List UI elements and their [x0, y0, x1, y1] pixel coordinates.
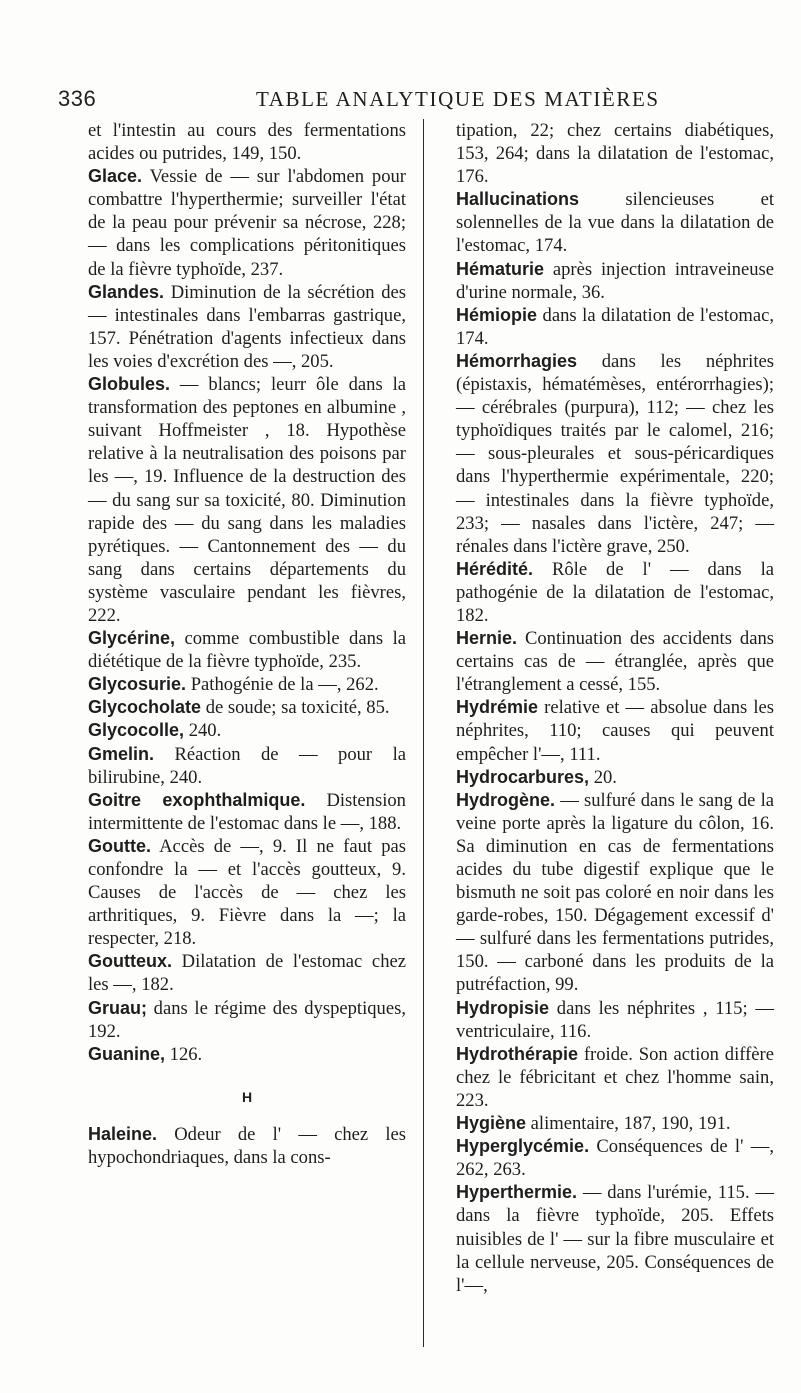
index-entry [88, 1123, 406, 1169]
index-entry-text: alimentaire, 187, 190, 191. [526, 1113, 731, 1135]
index-term: Hydrogène. [456, 789, 556, 810]
index-term: Globules. [88, 374, 171, 395]
index-term: Glycérine, [88, 628, 176, 649]
index-entry [88, 950, 406, 996]
index-entry-text: Rôle de l' — dans la pathogénie de la dilatation de l'estomac, 182. [456, 558, 774, 626]
index-entry [456, 119, 774, 188]
index-term: Hydrothérapie [456, 1043, 579, 1064]
index-entry-text: Continuation des accidents dans certains cas de — étranglée, après que l'étranglement a cessé, 155. [456, 628, 774, 696]
index-entry [456, 304, 774, 350]
index-term: Hallucinations [456, 189, 580, 210]
index-term: Hémiopie [456, 304, 538, 325]
index-entry [88, 743, 406, 789]
index-term: Hernie. [456, 628, 518, 649]
index-entry [88, 373, 406, 627]
index-term: Goitre exophthalmique. [88, 789, 306, 810]
index-term: Guanine, [88, 1043, 166, 1064]
index-entry-text: — sulfuré dans le sang de la veine porte après la ligature du côlon, 16. Sa diminution en cas de fermentations acides du tube digestif explique que le bismuth ne soit pas coloré en noir dans les garde-robes, 150. Dégagement excessif d' — sulfuré dans les fermentations putrides, 150. — carboné dans les produits de la putréfaction, 99. [456, 789, 774, 996]
index-term: Glace. [88, 166, 143, 187]
index-entry [88, 627, 406, 673]
index-entry [456, 1181, 774, 1296]
column-divider [423, 119, 424, 1347]
index-entry-text: de soude; sa toxicité, 85. [201, 697, 390, 719]
index-term: Goutteux. [88, 951, 172, 972]
index-term: Glycosurie. [88, 674, 187, 695]
index-term: Haleine. [88, 1123, 158, 1144]
index-entry-text: — blancs; leurr ôle dans la transformation des peptones en albumine , suivant Hoffmeister , 18. Hypothèse relative à la neutralisation des poisons par les —, 19. Influence de la destruction des — du sang sur sa toxicité, 80. Diminution rapide des — du sang dans les maladies pyrétiques. — Cantonnement des — du sang dans certains départements du système vasculaire pendant les fièvres, 222. [88, 374, 406, 626]
index-entry [456, 1112, 774, 1135]
index-entry-text: dans les néphrites , 115; — ventriculaire, 116. [456, 997, 774, 1042]
left-column [88, 119, 406, 1169]
index-entry [88, 281, 406, 373]
index-term: Hémorrhagies [456, 350, 578, 371]
index-term: Glycocolle, [88, 720, 185, 741]
index-term: Hérédité. [456, 558, 534, 579]
index-entry [456, 696, 774, 765]
index-entry [88, 835, 406, 950]
index-term: Hygiène [456, 1113, 527, 1134]
index-entry-text: — dans l'urémie, 115. — dans la fièvre typhoïde, 205. Effets nuisibles de l' — sur la fibre musculaire et la cellule nerveuse, 205. Conséquences de l'—, [456, 1182, 774, 1296]
index-entry-text: et l'intestin au cours des fermentations acides ou putrides, 149, 150. [88, 120, 406, 165]
index-entry [456, 997, 774, 1043]
index-entry-text: relative et — absolue dans les néphrites, 110; causes qui peuvent empêcher l'—, 111. [456, 697, 774, 765]
index-entry-text: 126. [165, 1043, 203, 1065]
index-entry [456, 1043, 774, 1112]
index-entry-text: Réaction de — pour la bilirubine, 240. [88, 743, 406, 788]
right-column [456, 119, 774, 1297]
index-term: Glycocholate [88, 697, 202, 718]
index-term: Hématurie [456, 258, 545, 279]
index-entry-text: 20. [589, 766, 617, 788]
index-entry-text: 240. [184, 720, 222, 742]
index-entry [456, 789, 774, 997]
index-entry [88, 673, 406, 696]
index-entry-text: tipation, 22; chez certains diabétiques, 153, 264; dans la dilatation de l'estomac, 176. [456, 120, 774, 188]
page-header [0, 86, 801, 116]
index-entry [88, 719, 406, 742]
index-term: Gruau; [88, 997, 148, 1018]
index-entry-text: dans la dilatation de l'estomac, 174. [456, 304, 774, 349]
index-entry-text: Conséquences de l' —, 262, 263. [456, 1136, 774, 1181]
index-entry [456, 258, 774, 304]
index-entry-text: Pathogénie de la —, 262. [186, 674, 379, 696]
running-title: TABLE ANALYTIQUE DES MATIÈRES [256, 87, 660, 111]
index-term: Glandes. [88, 281, 165, 302]
page-number: 336 [58, 86, 97, 111]
index-entry-text: silencieuses et solennelles de la vue dans la dilatation de l'estomac, 174. [456, 189, 774, 257]
index-term: Hydropisie [456, 997, 550, 1018]
index-entry [88, 997, 406, 1043]
index-entry [88, 165, 406, 280]
index-entry [456, 350, 774, 558]
index-term: Hyperthermie. [456, 1182, 578, 1203]
index-entry [456, 188, 774, 257]
index-entry-text: Dilatation de l'estomac chez les —, 182. [88, 951, 406, 996]
index-term: Hyperglycémie. [456, 1136, 590, 1157]
index-entry [88, 789, 406, 835]
index-entry-text: Distension intermittente de l'estomac dans le —, 188. [88, 789, 406, 834]
index-entry-text: Odeur de l' — chez les hypochondriaques, dans la cons- [88, 1123, 406, 1169]
index-entry-text: après injection intraveineuse d'urine normale, 36. [456, 258, 774, 303]
index-term: Hydrémie [456, 697, 539, 718]
index-entry-text: froide. Son action diffère chez le fébricitant et chez l'homme sain, 223. [456, 1043, 774, 1111]
index-entry-text: Vessie de — sur l'abdomen pour combattre l'hyperthermie; surveiller l'état de la peau pour prévenir sa nécrose, 228; — dans les complications péritonitiques de la fièvre typhoïde, 237. [88, 166, 406, 280]
index-term: Goutte. [88, 835, 151, 856]
section-letter-h: H [241, 1088, 253, 1105]
index-entry [456, 766, 774, 789]
index-entry-text: comme combustible dans la diététique de la fièvre typhoïde, 235. [88, 628, 406, 673]
index-entry-text: Diminution de la sécrétion des — intestinales dans l'embarras gastrique, 157. Pénétration d'agents infectieux dans les voies d'excrétion des —, 205. [88, 281, 406, 372]
index-term: Hydrocarbures, [456, 766, 590, 787]
index-entry [456, 558, 774, 627]
index-entry-text: Accès de —, 9. Il ne faut pas confondre la — et l'accès goutteux, 9. Causes de l'accès de — chez les arthritiques, 9. Fièvre dans la —; la respecter, 218. [88, 835, 406, 950]
index-entry [456, 627, 774, 696]
index-entry [88, 119, 406, 165]
index-entry-text: dans le régime des dyspeptiques, 192. [88, 997, 406, 1042]
index-term: Gmelin. [88, 743, 155, 764]
index-entry [88, 696, 406, 719]
index-entry-text: dans les néphrites (épistaxis, hématémèses, entérorrhagies); — cérébrales (purpura), 112; — chez les typhoïdiques traités par le calomel, 216; — sous-pleurales et sous-péricardiques dans l'hyperthermie expérimentale, 220; — intestinales dans la fièvre typhoïde, 233; — nasales dans l'ictère, 247; — rénales dans l'ictère grave, 250. [456, 350, 774, 557]
index-entry [88, 1043, 406, 1066]
index-entry [456, 1135, 774, 1181]
